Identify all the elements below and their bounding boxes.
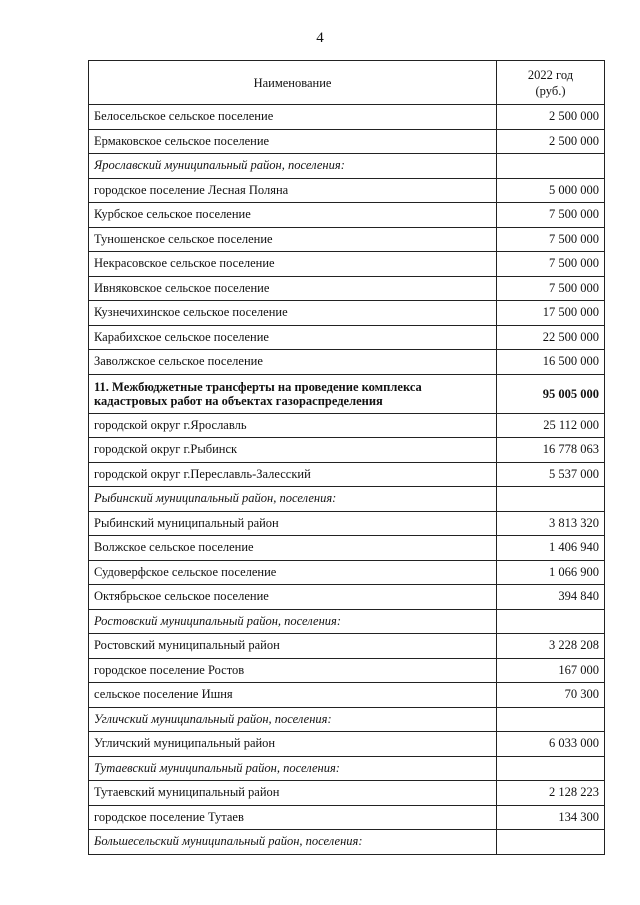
row-value: 167 000 — [497, 658, 605, 683]
row-value — [497, 154, 605, 179]
row-value: 7 500 000 — [497, 276, 605, 301]
table-row — [89, 438, 605, 463]
row-value — [497, 707, 605, 732]
table-row — [89, 634, 605, 659]
row-name: Туношенское сельское поселение — [89, 227, 497, 252]
row-value: 7 500 000 — [497, 203, 605, 228]
table-row — [89, 350, 605, 375]
row-value — [497, 609, 605, 634]
column-header-year-label: 2022 год — [527, 67, 574, 82]
row-value: 17 500 000 — [497, 301, 605, 326]
table-row — [89, 203, 605, 228]
column-header-name: Наименование — [89, 61, 497, 105]
table-header-row — [89, 61, 605, 105]
row-name: Ростовский муниципальный район, поселения: — [89, 609, 497, 634]
row-value: 7 500 000 — [497, 227, 605, 252]
row-name: Ермаковское сельское поселение — [89, 129, 497, 154]
row-name: Угличский муниципальный район, поселения: — [89, 707, 497, 732]
row-value: 1 406 940 — [497, 536, 605, 561]
table-subheader-row — [89, 487, 605, 512]
row-name: Октябрьское сельское поселение — [89, 585, 497, 610]
row-value — [497, 487, 605, 512]
row-name: Белосельское сельское поселение — [89, 105, 497, 130]
row-value: 70 300 — [497, 683, 605, 708]
table-row — [89, 276, 605, 301]
table-row — [89, 105, 605, 130]
table-row — [89, 325, 605, 350]
table-row — [89, 732, 605, 757]
table-row — [89, 462, 605, 487]
row-value: 5 537 000 — [497, 462, 605, 487]
row-value: 95 005 000 — [497, 374, 605, 413]
column-header-unit: (руб.) — [535, 83, 566, 98]
table-row — [89, 560, 605, 585]
table-row — [89, 511, 605, 536]
table-row — [89, 585, 605, 610]
row-value: 16 778 063 — [497, 438, 605, 463]
row-name: Кузнечихинское сельское поселение — [89, 301, 497, 326]
table-subheader-row — [89, 154, 605, 179]
table-subheader-row — [89, 756, 605, 781]
row-name: сельское поселение Ишня — [89, 683, 497, 708]
row-name: Заволжское сельское поселение — [89, 350, 497, 375]
table-row — [89, 805, 605, 830]
row-value: 3 813 320 — [497, 511, 605, 536]
row-value: 25 112 000 — [497, 413, 605, 438]
row-name: городское поселение Лесная Поляна — [89, 178, 497, 203]
row-name: Некрасовское сельское поселение — [89, 252, 497, 277]
row-value: 5 000 000 — [497, 178, 605, 203]
row-name: Курбское сельское поселение — [89, 203, 497, 228]
row-value — [497, 756, 605, 781]
table-row — [89, 178, 605, 203]
table-row — [89, 129, 605, 154]
table-row — [89, 536, 605, 561]
row-value: 16 500 000 — [497, 350, 605, 375]
row-name: Большесельский муниципальный район, поселения: — [89, 830, 497, 855]
row-value: 134 300 — [497, 805, 605, 830]
row-value: 6 033 000 — [497, 732, 605, 757]
row-name: Тутаевский муниципальный район — [89, 781, 497, 806]
row-value: 2 128 223 — [497, 781, 605, 806]
row-name: Рыбинский муниципальный район, поселения: — [89, 487, 497, 512]
table-section-row — [89, 374, 605, 413]
row-name: Ярославский муниципальный район, поселения: — [89, 154, 497, 179]
row-name: Судоверфское сельское поселение — [89, 560, 497, 585]
row-name: Волжское сельское поселение — [89, 536, 497, 561]
table-row — [89, 413, 605, 438]
table-row — [89, 252, 605, 277]
table-subheader-row — [89, 609, 605, 634]
row-name: Тутаевский муниципальный район, поселения: — [89, 756, 497, 781]
table-row — [89, 301, 605, 326]
table-subheader-row — [89, 830, 605, 855]
page-number: 4 — [316, 30, 324, 46]
row-name: городское поселение Тутаев — [89, 805, 497, 830]
row-name: Угличский муниципальный район — [89, 732, 497, 757]
row-name: городское поселение Ростов — [89, 658, 497, 683]
table-row — [89, 781, 605, 806]
table-body — [89, 105, 605, 855]
row-value: 2 500 000 — [497, 105, 605, 130]
row-value: 7 500 000 — [497, 252, 605, 277]
row-name: городской округ г.Переславль-Залесский — [89, 462, 497, 487]
row-value: 394 840 — [497, 585, 605, 610]
row-value: 2 500 000 — [497, 129, 605, 154]
table-row — [89, 658, 605, 683]
table-row — [89, 227, 605, 252]
row-value — [497, 830, 605, 855]
row-name: 11. Межбюджетные трансферты на проведение комплекса кадастровых работ на объектах газораспределения — [89, 374, 497, 413]
row-name: Ивняковское сельское поселение — [89, 276, 497, 301]
row-name: Ростовский муниципальный район — [89, 634, 497, 659]
row-value: 3 228 208 — [497, 634, 605, 659]
table-subheader-row — [89, 707, 605, 732]
row-name: Рыбинский муниципальный район — [89, 511, 497, 536]
row-value: 1 066 900 — [497, 560, 605, 585]
table-row — [89, 683, 605, 708]
row-name: городской округ г.Ярославль — [89, 413, 497, 438]
row-name: городской округ г.Рыбинск — [89, 438, 497, 463]
row-name: Карабихское сельское поселение — [89, 325, 497, 350]
column-header-year — [497, 61, 605, 105]
budget-table — [88, 60, 605, 855]
row-value: 22 500 000 — [497, 325, 605, 350]
